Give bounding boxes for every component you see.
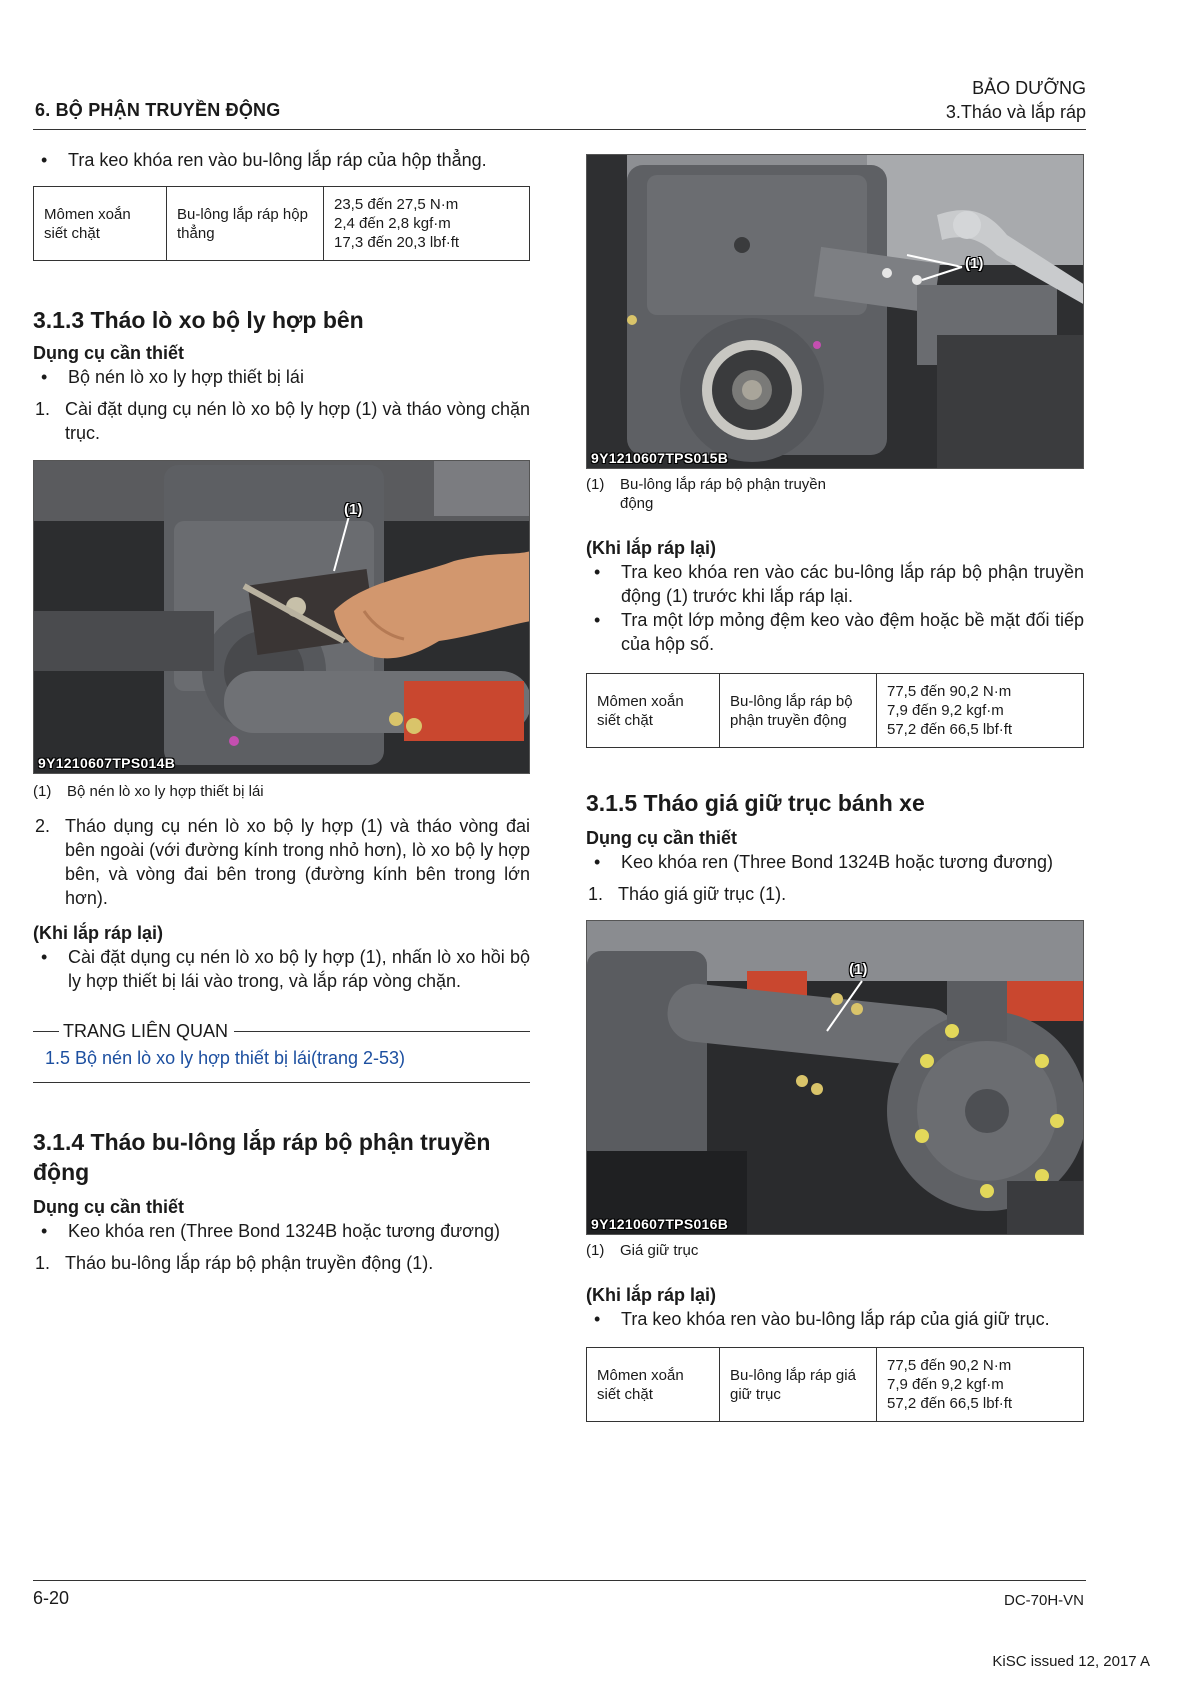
step-text: Cài đặt dụng cụ nén lò xo bộ ly hợp (1) và tháo vòng chặn trục.: [65, 399, 530, 443]
torque-nm: 23,5 đến 27,5 N·m: [334, 196, 459, 213]
torque-kgfm: 7,9 đến 9,2 kgf·m: [887, 1376, 1004, 1393]
related-rule-left: [33, 1031, 59, 1032]
page-number: 6-20: [33, 1588, 70, 1608]
caption-number: (1): [586, 1242, 605, 1259]
caption-text: Bộ nén lò xo ly hợp thiết bị lái: [67, 783, 264, 800]
step-number: 2.: [35, 816, 51, 836]
header-right: [946, 76, 1086, 124]
torque-table-axle-holder: [586, 1347, 1084, 1422]
caption-text: Bu-lông lắp ráp bộ phận truyền động: [620, 476, 826, 512]
page-header: [33, 74, 1086, 130]
step-number: 1.: [35, 1253, 51, 1273]
step-text: Tháo bu-lông lắp ráp bộ phận truyền động (1).: [65, 1253, 434, 1273]
related-heading-row: [33, 1019, 530, 1043]
torque-values: [877, 1348, 1084, 1422]
section-title: 6. BỘ PHẬN TRUYỀN ĐỘNG: [35, 100, 281, 120]
torque-label: Mômen xoắn siết chặt: [587, 674, 720, 748]
photo-image: [587, 921, 1084, 1235]
step-text: Tháo dụng cụ nén lò xo bộ ly hợp (1) và tháo vòng đai bên ngoài (với đường kính trong nhỏ hơn), lò xo bộ ly hợp bên, và vòng đai bên trong (đường kính bên trong lớn hơn).: [65, 816, 530, 908]
torque-values: [324, 187, 530, 261]
heading-3-1-3: 3.1.3 Tháo lò xo bộ ly hợp bên: [33, 307, 364, 333]
tools-heading: Dụng cụ cần thiết: [33, 343, 185, 363]
related-pages-box: [33, 1019, 530, 1083]
photo-axle-holder: [586, 920, 1084, 1235]
photo-code: 9Y1210607TPS016B: [591, 1216, 729, 1232]
left-column: [33, 148, 530, 1275]
reassembly-bullet-2: • Tra một lớp mỏng đệm keo vào đệm hoặc bề mặt đối tiếp của hộp số.: [586, 608, 1084, 656]
photo-transmission-bolts: [586, 154, 1084, 469]
step-number: 1.: [35, 399, 51, 419]
step-1: [586, 882, 1084, 906]
heading-3-1-5: 3.1.5 Tháo giá giữ trục bánh xe: [586, 790, 925, 816]
photo-clutch-compressor: [33, 460, 530, 774]
step-2: [33, 814, 530, 910]
torque-nm: 77,5 đến 90,2 N·m: [887, 683, 1012, 700]
torque-table-transmission: [586, 673, 1084, 748]
photo-image: [34, 461, 530, 774]
caption-number: (1): [33, 783, 52, 800]
tool-item: • Bộ nén lò xo ly hợp thiết bị lái: [33, 365, 530, 389]
caption-number: (1): [586, 476, 605, 493]
photo-caption: [586, 475, 826, 513]
related-heading: TRANG LIÊN QUAN: [63, 1021, 229, 1041]
chapter-title: BẢO DƯỠNG: [972, 78, 1086, 98]
subchapter-title: 3.Tháo và lắp ráp: [945, 102, 1086, 122]
related-rule-right: [234, 1031, 530, 1032]
tools-heading: Dụng cụ cần thiết: [586, 828, 738, 848]
photo-image: [587, 155, 1084, 469]
step-number: 1.: [588, 884, 604, 904]
step-1: [33, 1251, 530, 1275]
intro-bullet: • Tra keo khóa ren vào bu-lông lắp ráp của hộp thẳng.: [33, 148, 530, 172]
photo-callout: (1): [965, 255, 984, 272]
tool-item: • Keo khóa ren (Three Bond 1324B hoặc tương đương): [33, 1219, 530, 1243]
torque-lbfft: 57,2 đến 66,5 lbf·ft: [887, 721, 1013, 738]
reassembly-bullet-1: • Tra keo khóa ren vào các bu-lông lắp ráp bộ phận truyền động (1) trước khi lắp ráp lại.: [586, 560, 1084, 608]
torque-label: Mômen xoắn siết chặt: [587, 1348, 720, 1422]
photo-caption: [33, 782, 293, 801]
reassembly-heading: (Khi lắp ráp lại): [586, 1285, 717, 1305]
photo-code: 9Y1210607TPS015B: [591, 450, 729, 466]
tools-heading: Dụng cụ cần thiết: [33, 1197, 185, 1217]
torque-lbfft: 17,3 đến 20,3 lbf·ft: [334, 234, 460, 251]
torque-kgfm: 7,9 đến 9,2 kgf·m: [887, 702, 1004, 719]
reassembly-bullet: • Cài đặt dụng cụ nén lò xo bộ ly hợp (1), nhấn lò xo hồi bộ ly hợp thiết bị lái vào trong, và lắp ráp vòng chặn.: [33, 945, 530, 993]
reassembly-heading: (Khi lắp ráp lại): [33, 923, 164, 943]
photo-callout: (1): [849, 961, 868, 978]
torque-lbfft: 57,2 đến 66,5 lbf·ft: [887, 1395, 1013, 1412]
right-column: [586, 154, 1084, 1422]
torque-table-straight-box: [33, 186, 530, 261]
document-code: DC-70H-VN: [1003, 1592, 1084, 1609]
torque-nm: 77,5 đến 90,2 N·m: [887, 1357, 1012, 1374]
bolt-name: Bu-lông lắp ráp bộ phận truyền động: [720, 674, 877, 748]
footer-rule: [33, 1580, 1086, 1581]
torque-values: [877, 674, 1084, 748]
heading-3-1-4: 3.1.4 Tháo bu-lông lắp ráp bộ phận truyền động: [33, 1129, 491, 1185]
tool-item: • Keo khóa ren (Three Bond 1324B hoặc tương đương): [586, 850, 1084, 874]
issue-note: KiSC issued 12, 2017 A: [992, 1653, 1150, 1670]
bolt-name: Bu-lông lắp ráp hộp thẳng: [167, 187, 324, 261]
torque-label: Mômen xoắn siết chặt: [34, 187, 167, 261]
related-link[interactable]: 1.5 Bộ nén lò xo ly hợp thiết bị lái(trang 2-53): [45, 1048, 406, 1068]
reassembly-bullet: • Tra keo khóa ren vào bu-lông lắp ráp của giá giữ trục.: [586, 1307, 1084, 1331]
caption-text: Giá giữ trục: [620, 1242, 699, 1259]
reassembly-heading: (Khi lắp ráp lại): [586, 538, 717, 558]
photo-callout: (1): [344, 501, 363, 518]
photo-caption: [586, 1241, 826, 1260]
step-text: Tháo giá giữ trục (1).: [618, 884, 787, 904]
step-1: [33, 397, 530, 445]
photo-code: 9Y1210607TPS014B: [38, 755, 176, 771]
torque-kgfm: 2,4 đến 2,8 kgf·m: [334, 215, 451, 232]
bolt-name: Bu-lông lắp ráp giá giữ trục: [720, 1348, 877, 1422]
